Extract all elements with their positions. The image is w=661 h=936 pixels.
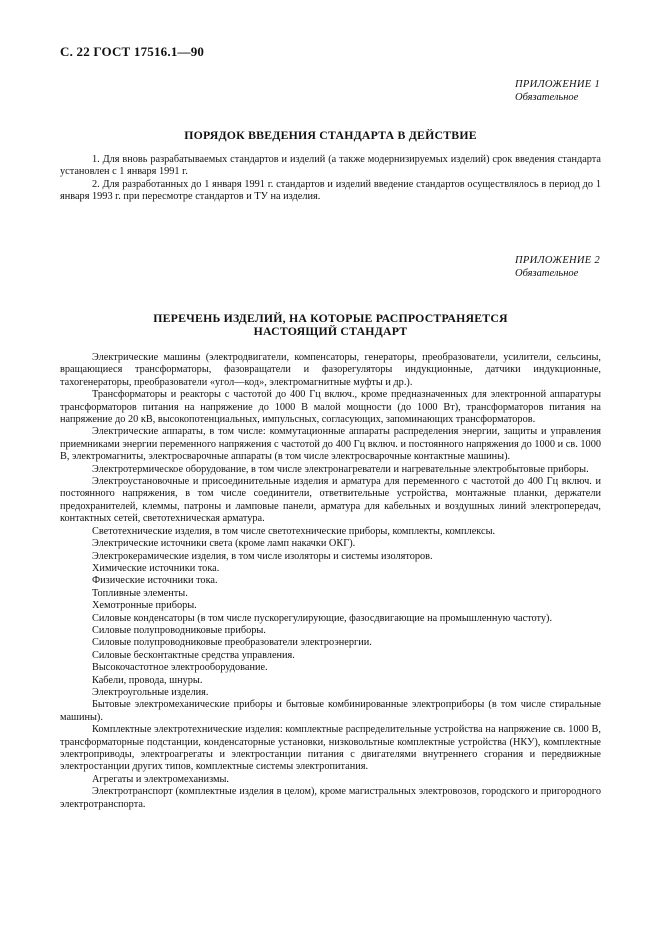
list-item: Хемотронные приборы. xyxy=(92,600,197,612)
appendix-1-title: ПОРЯДОК ВВЕДЕНИЯ СТАНДАРТА В ДЕЙСТВИЕ xyxy=(184,128,477,142)
list-item: Силовые бесконтактные средства управления. xyxy=(92,649,295,661)
list-item: Светотехнические изделия, в том числе светотехнические приборы, комплекты, комплексы. xyxy=(92,525,496,537)
list-item: Силовые конденсаторы (в том числе пускорегулирующие, фазосдвигающие на промышленную частоту). xyxy=(92,612,553,624)
list-item: Комплектные электротехнические изделия: комплектные распределительные устройства на напряжение св. 1000 В, трансформаторные подстанции, конденсаторные установки, низковольтные комплектные устройства (НКУ), комплектные электроприводы, электроагрегаты и электростанции питания с двигателями внутреннего сгорания и передвижные электростанции других типов, комплектные системы электропитания. xyxy=(60,724,601,773)
list-item: Электрические машины (электродвигатели, компенсаторы, генераторы, преобразователи, усилители, сельсины, вращающиеся трансформаторы, фазовращатели и фазорегуляторы индукционные, датчики индукционные, тахогенераторы, преобразователи «угол—код», электромагнитные муфты и др.). xyxy=(60,352,601,388)
appendix-2-title-line-2: НАСТОЯЩИЙ СТАНДАРТ xyxy=(253,324,408,338)
list-item: Высокочастотное электрооборудование. xyxy=(92,662,268,674)
list-item: Трансформаторы и реакторы с частотой до 400 Гц включ., кроме предназначенных для электронной аппаратуры трансформаторов питания на напряжение до 1000 В малой мощности (до 1000 Вт), трансформаторов питания на напряжение до 20 кВ, высокопотенциальных, импульсных, согласующих, запоминающих трансформаторов. xyxy=(60,389,601,426)
list-item: Агрегаты и электромеханизмы. xyxy=(92,773,230,785)
appendix-1-status: Обязательное xyxy=(515,92,579,103)
list-item: Электроустановочные и присоединительные изделия и арматура для переменного с частотой до 400 Гц включ. и постоянного напряжения, в том числе соединители, ответвительные устройства, монтажные планки, держатели предохранителей, клеммы, патроны и ламповые панели, арматура для кабельных и воздушных линий электропередач, контактных сетей, светотехническая арматура. xyxy=(60,476,601,525)
list-item: Силовые полупроводниковые приборы. xyxy=(92,624,266,636)
list-item: Электрокерамические изделия, в том числе изоляторы и системы изоляторов. xyxy=(92,550,433,562)
list-item: Физические источники тока. xyxy=(92,575,218,587)
list-item: Электротранспорт (комплектные изделия в целом), кроме магистральных электровозов, городского и пригородного электротранспорта. xyxy=(60,786,601,810)
list-item: Электротермическое оборудование, в том числе электронагреватели и нагревательные электробытовые приборы. xyxy=(92,463,589,475)
appendix-1-label: ПРИЛОЖЕНИЕ 1 xyxy=(515,79,600,90)
appendix-2-label: ПРИЛОЖЕНИЕ 2 xyxy=(515,255,600,266)
appendix-2-body xyxy=(60,352,601,811)
appendix-2-status: Обязательное xyxy=(515,268,579,279)
list-item: Электроугольные изделия. xyxy=(92,686,209,698)
appendix-2-title xyxy=(60,312,601,338)
list-item: Химические источники тока. xyxy=(92,562,220,574)
list-item: Силовые полупроводниковые преобразователи электроэнергии. xyxy=(92,637,372,649)
page-header: С. 22 ГОСТ 17516.1—90 xyxy=(60,44,205,59)
appendix-1-label-block xyxy=(515,78,600,104)
list-item: Электрические источники света (кроме ламп накачки ОКГ). xyxy=(92,538,356,550)
appendix-1-body xyxy=(60,154,601,204)
paragraph: 2. Для разработанных до 1 января 1991 г. стандартов и изделий введение стандартов осуществлялось в период до 1 января 1993 г. при пересмотре стандартов и ТУ на изделия. xyxy=(60,178,601,203)
list-item: Кабели, провода, шнуры. xyxy=(92,674,203,686)
list-item: Электрические аппараты, в том числе: коммутационные аппараты распределения энергии, защиты и управления приемниками энергии переменного напряжения с частотой до 400 Гц включ. и постоянного напряжения до 1000 и св. 1000 В, электромагниты, электросварочные аппараты (в том числе электросварочные контактные машины). xyxy=(60,426,601,463)
appendix-2-title-line-1: ПЕРЕЧЕНЬ ИЗДЕЛИЙ, НА КОТОРЫЕ РАСПРОСТРАНЯЕТСЯ xyxy=(153,311,508,325)
list-item: Бытовые электромеханические приборы и бытовые комбинированные электроприборы (в том числе стиральные машины). xyxy=(60,699,601,723)
list-item: Топливные элементы. xyxy=(92,587,188,599)
paragraph: 1. Для вновь разрабатываемых стандартов и изделий (а также модернизируемых изделий) срок введения стандарта установлен с 1 января 1991 г. xyxy=(60,154,601,178)
appendix-2-label-block xyxy=(515,254,600,280)
